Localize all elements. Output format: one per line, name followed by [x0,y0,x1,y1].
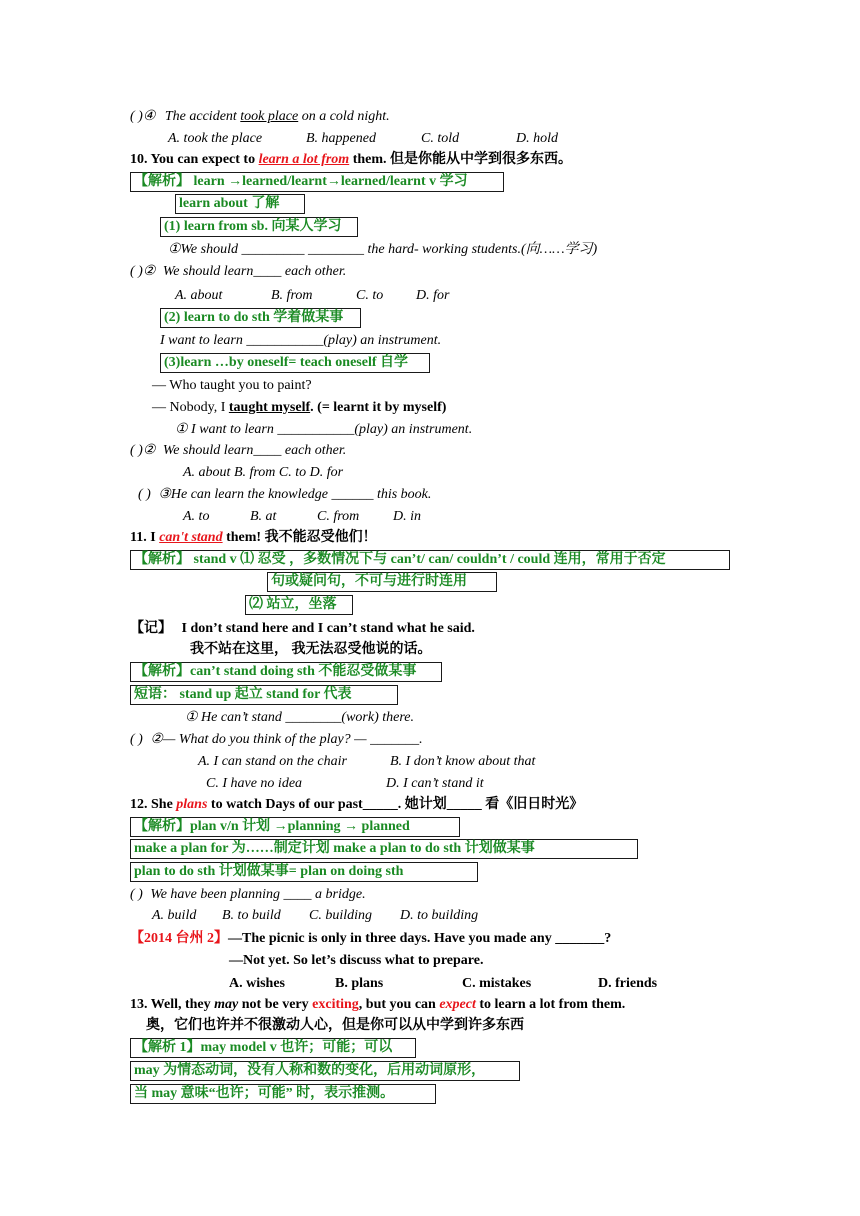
memo-translation: 我不站在这里， 我无法忍受他说的话。 [190,642,432,657]
analysis-box: 【解析 1】may model v 也许；可能；可以 [130,1038,416,1058]
heading-tail: them. 但是你能从中学到很多东西。 [349,152,573,167]
question-text: ②— What do you think of the play? — _______. [150,732,423,747]
option-d: D. hold [516,131,558,146]
analysis-box: 【解析】 stand v ⑴ 忍受 ，多数情况下与 can’t/ can/ couldn’t / could 连用，常用于否定 [130,550,730,570]
analysis-box: 【解析】can’t stand doing sth 不能忍受做某事 [130,662,442,682]
option-c: C. told [421,131,460,146]
memo-tag: 【记】 [130,621,172,636]
heading-tail: to watch Days of our past_____. 她计划_____ 看《旧日时光》 [207,797,584,812]
analysis-box: 当 may 意味“也许；可能” 时，表示推测。 [130,1084,436,1104]
heading-text: 12. She [130,797,177,812]
heading-text: 11. I [130,530,160,545]
exercise-line: ① I want to learn ___________(play) an instrument. [175,422,473,437]
option-d: D. friends [598,976,658,991]
dialogue-text: — Nobody, I [152,400,229,415]
option-c: C. to [356,288,384,303]
option-b: B. happened [306,131,376,146]
option-b: B. I don’t know about that [390,754,536,769]
question-paren: ( ) [130,887,143,902]
analysis-box: 【解析】plan v/n 计划 →planning → planned [130,817,460,837]
heading-text: , but you can [358,997,440,1012]
question-text: We should learn____ each other. [162,264,347,279]
exam-tag: 【2014 台州 2】 [130,931,228,946]
analysis-box: (2) learn to do sth 学着做某事 [160,308,361,328]
option-d: D. I can’t stand it [386,776,484,791]
heading-text: 10. You can expect to [130,152,259,167]
memo-line [130,620,475,638]
dialogue-underlined: taught myself [228,400,311,415]
dialogue-line: — Who taught you to paint? [152,378,312,393]
question-line [138,486,431,504]
option-a: A. I can stand on the chair [198,754,347,769]
memo-text: I don’t stand here and I can’t stand what he said. [181,621,475,636]
option-d: D. to building [400,908,479,923]
option-a: A. took the place [168,131,263,146]
option-c: C. mistakes [462,976,532,991]
option-a: A. wishes [229,976,286,991]
option-a: A. build [152,908,197,923]
exercise-line: ①We should _________ ________ the hard- working students.(向……学习) [168,242,598,257]
keyword-red: learn a lot from [258,152,350,167]
options-line: A. about B. from C. to D. for [183,465,344,480]
option-b: B. plans [335,976,384,991]
dialogue-line [152,399,446,417]
analysis-box: ⑵ 站立，坐落 [245,595,353,615]
exam-question [130,930,611,948]
option-d: D. in [393,509,421,524]
option-a: A. about [175,288,223,303]
option-a: A. to [183,509,210,524]
option-c: C. I have no idea [206,776,303,791]
question-line [130,886,366,904]
section-13-heading [130,996,625,1014]
analysis-box: (3)learn …by oneself= teach oneself 自学 [160,353,430,373]
question-text-post: on a cold night. [298,109,390,124]
exercise-line: I want to learn ___________(play) an instrument. [160,333,442,348]
question-underlined: took place [240,109,299,124]
heading-tail: them! 我不能忍受他们！ [222,530,377,545]
analysis-box: 【解析】 learn →learned/learnt→learned/learnt v 学习 [130,172,504,192]
heading-text: to learn a lot from them. [475,997,626,1012]
keyword-red: plans [176,797,208,812]
question-paren: ( ) [138,487,151,502]
translation-line: 奥，它们也许并不很激动人心，但是你可以从中学到许多东西 [146,1018,524,1033]
keyword-red: exciting [312,997,359,1012]
section-11-heading [130,529,377,547]
analysis-box: plan to do sth 计划做某事= plan on doing sth [130,862,478,882]
exam-text: —The picnic is only in three days. Have you made any _______? [228,931,612,946]
keyword-red: can't stand [159,530,223,545]
option-d: D. for [416,288,450,303]
option-b: B. to build [222,908,281,923]
keyword: may [214,997,239,1012]
analysis-box: make a plan for 为……制定计划 make a plan to do sth 计划做某事 [130,839,638,859]
question-paren: ( )④ [130,109,156,124]
heading-text: not be very [238,997,313,1012]
question-line [130,263,346,281]
analysis-box: may 为情态动词，没有人称和数的变化，后用动词原形， [130,1061,520,1081]
option-c: C. building [309,908,373,923]
option-b: B. from [271,288,313,303]
exercise-line: ① He can’t stand ________(work) there. [185,710,414,725]
question-text-pre: The accident [164,109,241,124]
analysis-box: (1) learn from sb. 向某人学习 [160,217,358,237]
question-text: We have been planning ____ a bridge. [150,887,366,902]
heading-text: 13. Well, they [130,997,215,1012]
section-10-heading [130,151,572,169]
keyword-red: expect [439,997,476,1012]
analysis-box: learn about 了解 [175,194,305,214]
exam-answer-line: —Not yet. So let’s discuss what to prepare. [229,953,484,968]
question-line [130,731,423,749]
analysis-box: 短语： stand up 起立 stand for 代表 [130,685,398,705]
option-b: B. at [250,509,277,524]
dialogue-note: . (= learnt it by myself) [310,400,447,415]
section-12-heading [130,796,583,814]
question-line [130,442,346,460]
question-paren: ( )② [130,443,156,458]
question-paren: ( ) [130,732,143,747]
question-accident [130,108,390,126]
question-text: ③He can learn the knowledge ______ this book. [158,487,432,502]
question-paren: ( )② [130,264,156,279]
option-c: C. from [317,509,360,524]
question-text: We should learn____ each other. [162,443,347,458]
analysis-box: 句或疑问句，不可与进行时连用 [267,572,497,592]
